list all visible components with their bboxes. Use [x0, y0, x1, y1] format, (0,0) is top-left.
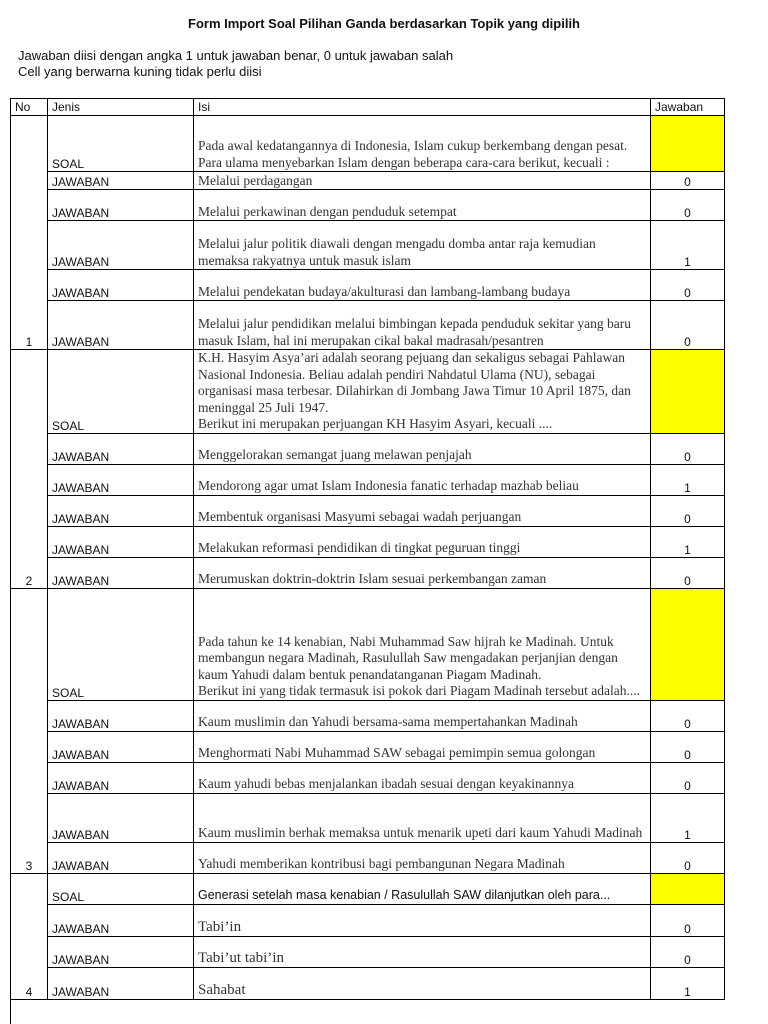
answer-value-cell[interactable]: 1: [651, 793, 725, 842]
answer-value-cell[interactable]: 0: [651, 731, 725, 762]
answer-value-cell[interactable]: 0: [651, 762, 725, 793]
answer-row: [11, 464, 725, 495]
answer-option-text: Tabi’in: [194, 904, 651, 936]
row-type-soal: SOAL: [48, 588, 194, 700]
answer-option-text: Melalui perdagangan: [194, 172, 651, 190]
answer-value-cell[interactable]: 0: [651, 936, 725, 967]
row-type-jawaban: JAWABAN: [48, 904, 194, 936]
answer-option-text: Kaum yahudi bebas menjalankan ibadah sesuai dengan keyakinannya: [194, 762, 651, 793]
answer-row: [11, 270, 725, 301]
answer-row: [11, 904, 725, 936]
answer-row: [11, 172, 725, 190]
answer-option-text: Melakukan reformasi pendidikan di tingkat peguruan tinggi: [194, 526, 651, 557]
question-row: [11, 873, 725, 904]
table-left-border-continuation: [10, 1000, 11, 1024]
row-type-jawaban: JAWABAN: [48, 190, 194, 221]
form-title: Form Import Soal Pilihan Ganda berdasarkan Topik yang dipilih: [188, 16, 580, 31]
row-type-jawaban: JAWABAN: [48, 936, 194, 967]
answer-value-cell[interactable]: 1: [651, 967, 725, 999]
row-type-jawaban: JAWABAN: [48, 464, 194, 495]
answer-option-text: Menghormati Nabi Muhammad SAW sebagai pemimpin semua golongan: [194, 731, 651, 762]
answer-row: [11, 762, 725, 793]
answer-row: [11, 842, 725, 873]
row-type-jawaban: JAWABAN: [48, 967, 194, 999]
answer-option-text: Yahudi memberikan kontribusi bagi pembangunan Negara Madinah: [194, 842, 651, 873]
row-type-jawaban: JAWABAN: [48, 270, 194, 301]
answer-option-text: Melalui perkawinan dengan penduduk setempat: [194, 190, 651, 221]
answer-value-cell[interactable]: 0: [651, 270, 725, 301]
answer-row: [11, 221, 725, 270]
header-jawaban: Jawaban: [651, 99, 725, 116]
question-text: Generasi setelah masa kenabian / Rasulullah SAW dilanjutkan oleh para...: [194, 873, 651, 904]
row-type-soal: SOAL: [48, 116, 194, 172]
answer-row: [11, 301, 725, 350]
table-header-row: [11, 99, 725, 116]
row-type-jawaban: JAWABAN: [48, 433, 194, 464]
row-type-soal: SOAL: [48, 873, 194, 904]
answer-value-cell[interactable]: 0: [651, 700, 725, 731]
row-type-jawaban: JAWABAN: [48, 172, 194, 190]
answer-row: [11, 526, 725, 557]
answer-option-text: Sahabat: [194, 967, 651, 999]
no-answer-needed-cell: [651, 350, 725, 434]
answer-option-text: Melalui jalur pendidikan melalui bimbingan kepada penduduk sekitar yang baru masuk Islam, hal ini merupakan cikal bakal madrasah/pesantren: [194, 301, 651, 350]
answer-value-cell[interactable]: 1: [651, 526, 725, 557]
answer-row: [11, 495, 725, 526]
header-jenis: Jenis: [48, 99, 194, 116]
question-number: 3: [11, 588, 48, 873]
row-type-soal: SOAL: [48, 350, 194, 434]
row-type-jawaban: JAWABAN: [48, 731, 194, 762]
question-number: 4: [11, 873, 48, 999]
question-row: [11, 588, 725, 700]
answer-row: [11, 936, 725, 967]
answer-option-text: Merumuskan doktrin-doktrin Islam sesuai perkembangan zaman: [194, 557, 651, 588]
answer-value-cell[interactable]: 0: [651, 190, 725, 221]
row-type-jawaban: JAWABAN: [48, 700, 194, 731]
no-answer-needed-cell: [651, 873, 725, 904]
answer-value-cell[interactable]: 1: [651, 464, 725, 495]
question-row: [11, 350, 725, 434]
answer-option-text: Membentuk organisasi Masyumi sebagai wadah perjuangan: [194, 495, 651, 526]
row-type-jawaban: JAWABAN: [48, 526, 194, 557]
answer-row: [11, 433, 725, 464]
row-type-jawaban: JAWABAN: [48, 793, 194, 842]
answer-value-cell[interactable]: 0: [651, 557, 725, 588]
answer-row: [11, 700, 725, 731]
header-no: No: [11, 99, 48, 116]
row-type-jawaban: JAWABAN: [48, 762, 194, 793]
row-type-jawaban: JAWABAN: [48, 557, 194, 588]
question-text: Pada awal kedatangannya di Indonesia, Islam cukup berkembang dengan pesat. Para ulama menyebarkan Islam dengan beberapa cara-cara berikut, kecuali :: [194, 116, 651, 172]
table-body: [11, 116, 725, 1000]
row-type-jawaban: JAWABAN: [48, 842, 194, 873]
no-answer-needed-cell: [651, 116, 725, 172]
answer-row: [11, 557, 725, 588]
answer-value-cell[interactable]: 0: [651, 433, 725, 464]
answer-value-cell[interactable]: 0: [651, 301, 725, 350]
answer-option-text: Mendorong agar umat Islam Indonesia fanatic terhadap mazhab beliau: [194, 464, 651, 495]
question-table: [10, 98, 725, 1000]
answer-value-cell[interactable]: 0: [651, 172, 725, 190]
answer-option-text: Melalui jalur politik diawali dengan mengadu domba antar raja kemudian memaksa rakyatnya untuk masuk islam: [194, 221, 651, 270]
answer-row: [11, 731, 725, 762]
row-type-jawaban: JAWABAN: [48, 221, 194, 270]
no-answer-needed-cell: [651, 588, 725, 700]
answer-row: [11, 190, 725, 221]
answer-row: [11, 793, 725, 842]
question-number: 2: [11, 350, 48, 589]
answer-row: [11, 967, 725, 999]
answer-option-text: Melalui pendekatan budaya/akulturasi dan lambang-lambang budaya: [194, 270, 651, 301]
answer-option-text: Kaum muslimin dan Yahudi bersama-sama mempertahankan Madinah: [194, 700, 651, 731]
answer-option-text: Menggelorakan semangat juang melawan penjajah: [194, 433, 651, 464]
answer-value-cell[interactable]: 0: [651, 495, 725, 526]
question-number: 1: [11, 116, 48, 350]
question-text: K.H. Hasyim Asya’ari adalah seorang pejuang dan sekaligus sebagai Pahlawan Nasional Indonesia. Beliau adalah pendiri Nahdatul Ulama (NU), sebagai organisasi masa terbesar. Dilahirkan di Jombang Jawa Timur 10 April 1875, dan meninggal 25 Juli 1947. Berikut ini merupakan perjuangan KH Hasyim Asyari, kecuali ....: [194, 350, 651, 434]
instruction-note-yellow-cells: Cell yang berwarna kuning tidak perlu diisi: [18, 64, 262, 79]
answer-option-text: Tabi’ut tabi’in: [194, 936, 651, 967]
question-row: [11, 116, 725, 172]
header-isi: Isi: [194, 99, 651, 116]
row-type-jawaban: JAWABAN: [48, 495, 194, 526]
answer-option-text: Kaum muslimin berhak memaksa untuk menarik upeti dari kaum Yahudi Madinah: [194, 793, 651, 842]
answer-value-cell[interactable]: 0: [651, 904, 725, 936]
question-text: Pada tahun ke 14 kenabian, Nabi Muhammad Saw hijrah ke Madinah. Untuk membangun negara Madinah, Rasulullah Saw mengadakan perjanjian dengan kaum Yahudi dalam bentuk penandatanganan Piagam Madinah. Berikut ini yang tidak termasuk isi pokok dari Piagam Madinah tersebut adalah....: [194, 588, 651, 700]
row-type-jawaban: JAWABAN: [48, 301, 194, 350]
answer-value-cell[interactable]: 1: [651, 221, 725, 270]
answer-value-cell[interactable]: 0: [651, 842, 725, 873]
instruction-note-answers: Jawaban diisi dengan angka 1 untuk jawaban benar, 0 untuk jawaban salah: [18, 48, 454, 63]
